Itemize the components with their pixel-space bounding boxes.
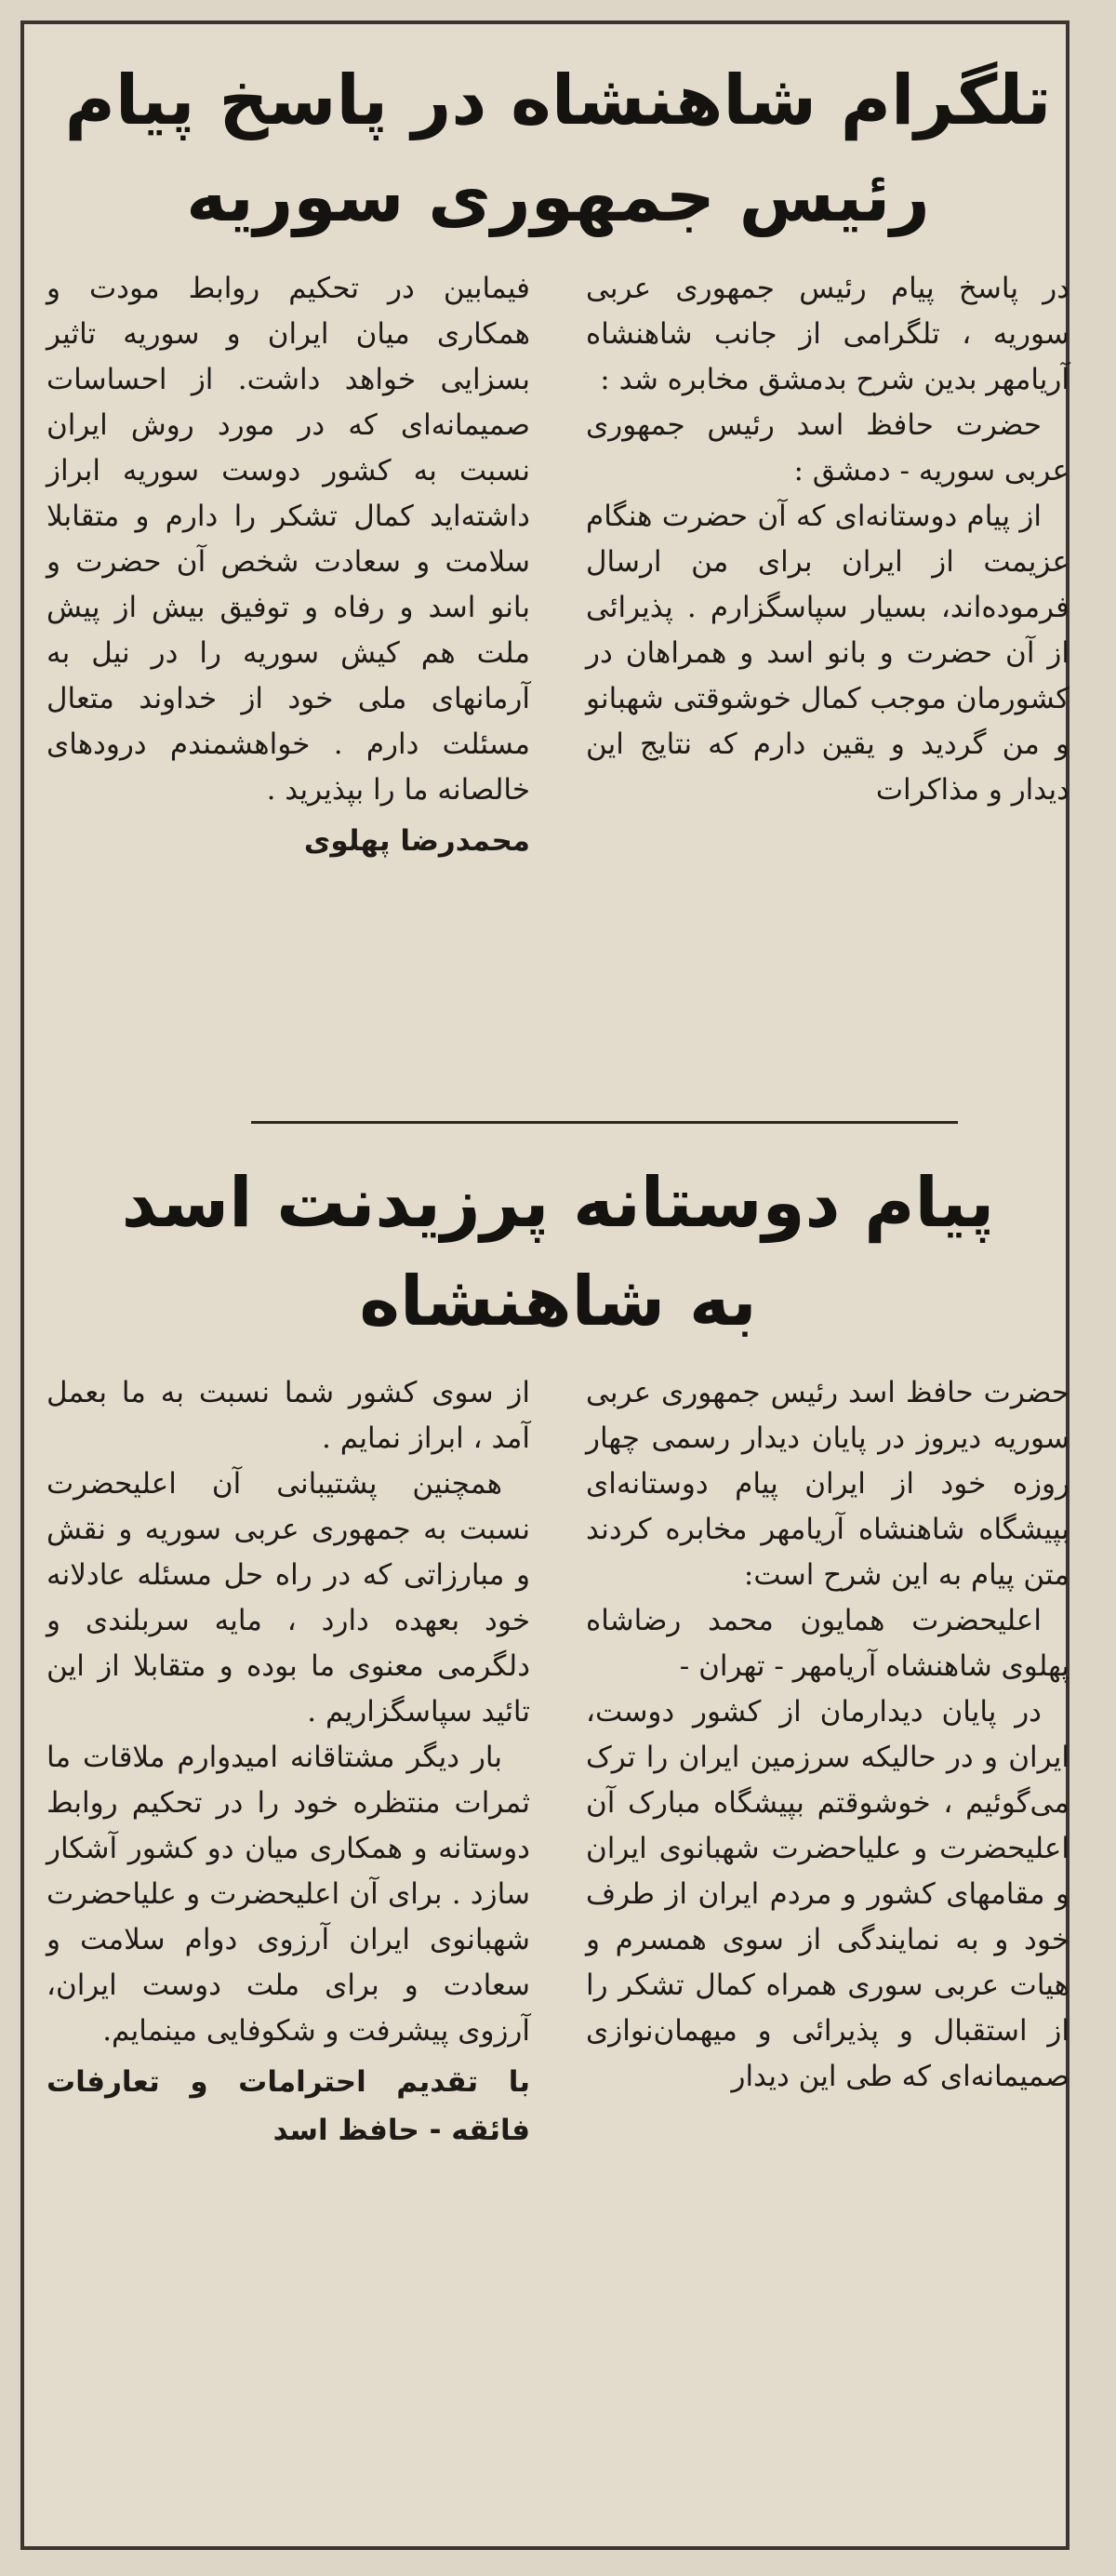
paragraph: حضرت حافظ اسد رئیس جمهوری عربی سوریه - دمشق : bbox=[586, 408, 1070, 487]
paragraph: در پایان دیدارمان از کشور دوست، ایران و در حالیکه سرزمین ایران را ترک می‌گوئیم ، خوشوقتم بپیشگاه مبارک آن اعلیحضرت و علیاحضرت شهبانوی ایران و مقامهای کشور و مردم ایران از طرف خود و به نمایندگی از سوی همسرم و هیات عربی سوری همراه کمال تشکر را از استقبال و پذیرائی و میهمان‌نوازی صمیمانه‌ای که طی این دیدار bbox=[586, 1695, 1070, 2093]
paragraph: فیمابین در تحکیم روابط مودت و همکاری میان ایران و سوریه تاثیر بسزایی خواهد داشت. از احساسات صمیمانه‌ای که در مورد روش ایران نسبت به کشور دوست سوریه ابراز داشته‌اید کمال تشکر را دارم و متقابلا سلامت و سعادت شخص آن حضرت و بانو اسد و رفاه و توفیق بیش از پیش ملت هم کیش سوریه را در نیل به آرمانهای ملی خود از خداوند متعال مسئلت دارم . خواهشمندم درودهای خالصانه ما را بپذیرید . bbox=[46, 272, 530, 807]
right-column bbox=[586, 1370, 1070, 2155]
paragraph: از سوی کشور شما نسبت به ما بعمل آمد ، ابراز نمایم . bbox=[46, 1376, 530, 1455]
paragraph: بار دیگر مشتاقانه امیدوارم ملاقات ما ثمرات منتظره خود را در تحکیم روابط دوستانه و همکاری میان دو کشور آشکار سازد . برای آن اعلیحضرت و علیاحضرت شهبانوی ایران آرزوی دوام سلامت و سعادت و برای ملت دوست ایران، آرزوی پیشرفت و شکوفایی مینمایم. bbox=[46, 1741, 530, 2048]
headline-line-2: به شاهنشاه bbox=[359, 1261, 757, 1341]
headline-line-1: پیام دوستانه پرزیدنت اسد bbox=[121, 1163, 995, 1243]
paragraph: همچنین پشتیبانی آن اعلیحضرت نسبت به جمهوری عربی سوریه و نقش و مبارزاتی که در راه حل مسئله عادلانه خود بعهده دارد ، مایه سربلندی و دلگرمی معنوی ما بوده و متقابلا از این تائید سپاسگزاریم . bbox=[46, 1467, 530, 1728]
article-columns bbox=[46, 1370, 1070, 2155]
right-column bbox=[586, 266, 1070, 865]
left-column bbox=[46, 266, 530, 865]
signature: با تقدیم احترامات و تعارفات فائقه - حافظ اسد bbox=[46, 2065, 530, 2147]
left-column bbox=[46, 1370, 530, 2155]
headline-line-1: تلگرام شاهنشاه در پاسخ پیام bbox=[64, 60, 1052, 140]
paragraph: در پاسخ پیام رئیس جمهوری عربی سوریه ، تلگرامی از جانب شاهنشاه آریامهر بدین شرح بدمشق مخابره شد : bbox=[586, 272, 1070, 396]
article-columns bbox=[46, 266, 1070, 865]
section-divider bbox=[251, 1121, 958, 1124]
paragraph: از پیام دوستانه‌ای که آن حضرت هنگام عزیمت از ایران برای من ارسال فرموده‌اند، بسیار سپاسگزارم . پذیرائی از آن حضرت و بانو اسد و همراهان در کشورمان موجب کمال خوشوقتی شهبانو و من گردید و یقین دارم که نتایج این دیدار و مذاکرات bbox=[586, 500, 1070, 807]
article-shah-telegram bbox=[46, 56, 1070, 1098]
paragraph: حضرت حافظ اسد رئیس جمهوری عربی سوریه دیروز در پایان دیدار رسمی چهار روزه خود از ایران پیام دوستانه‌ای بپیشگاه شاهنشاه آریامهر مخابره کردند متن پیام به این شرح است: bbox=[586, 1376, 1070, 1592]
paragraph: اعلیحضرت همایون محمد رضاشاه پهلوی شاهنشاه آریامهر - تهران - bbox=[586, 1604, 1070, 1683]
signature: محمدرضا پهلوی bbox=[303, 824, 530, 858]
headline-line-2: رئیس جمهوری سوریه bbox=[186, 157, 930, 237]
article-assad-message bbox=[46, 1158, 1070, 2535]
